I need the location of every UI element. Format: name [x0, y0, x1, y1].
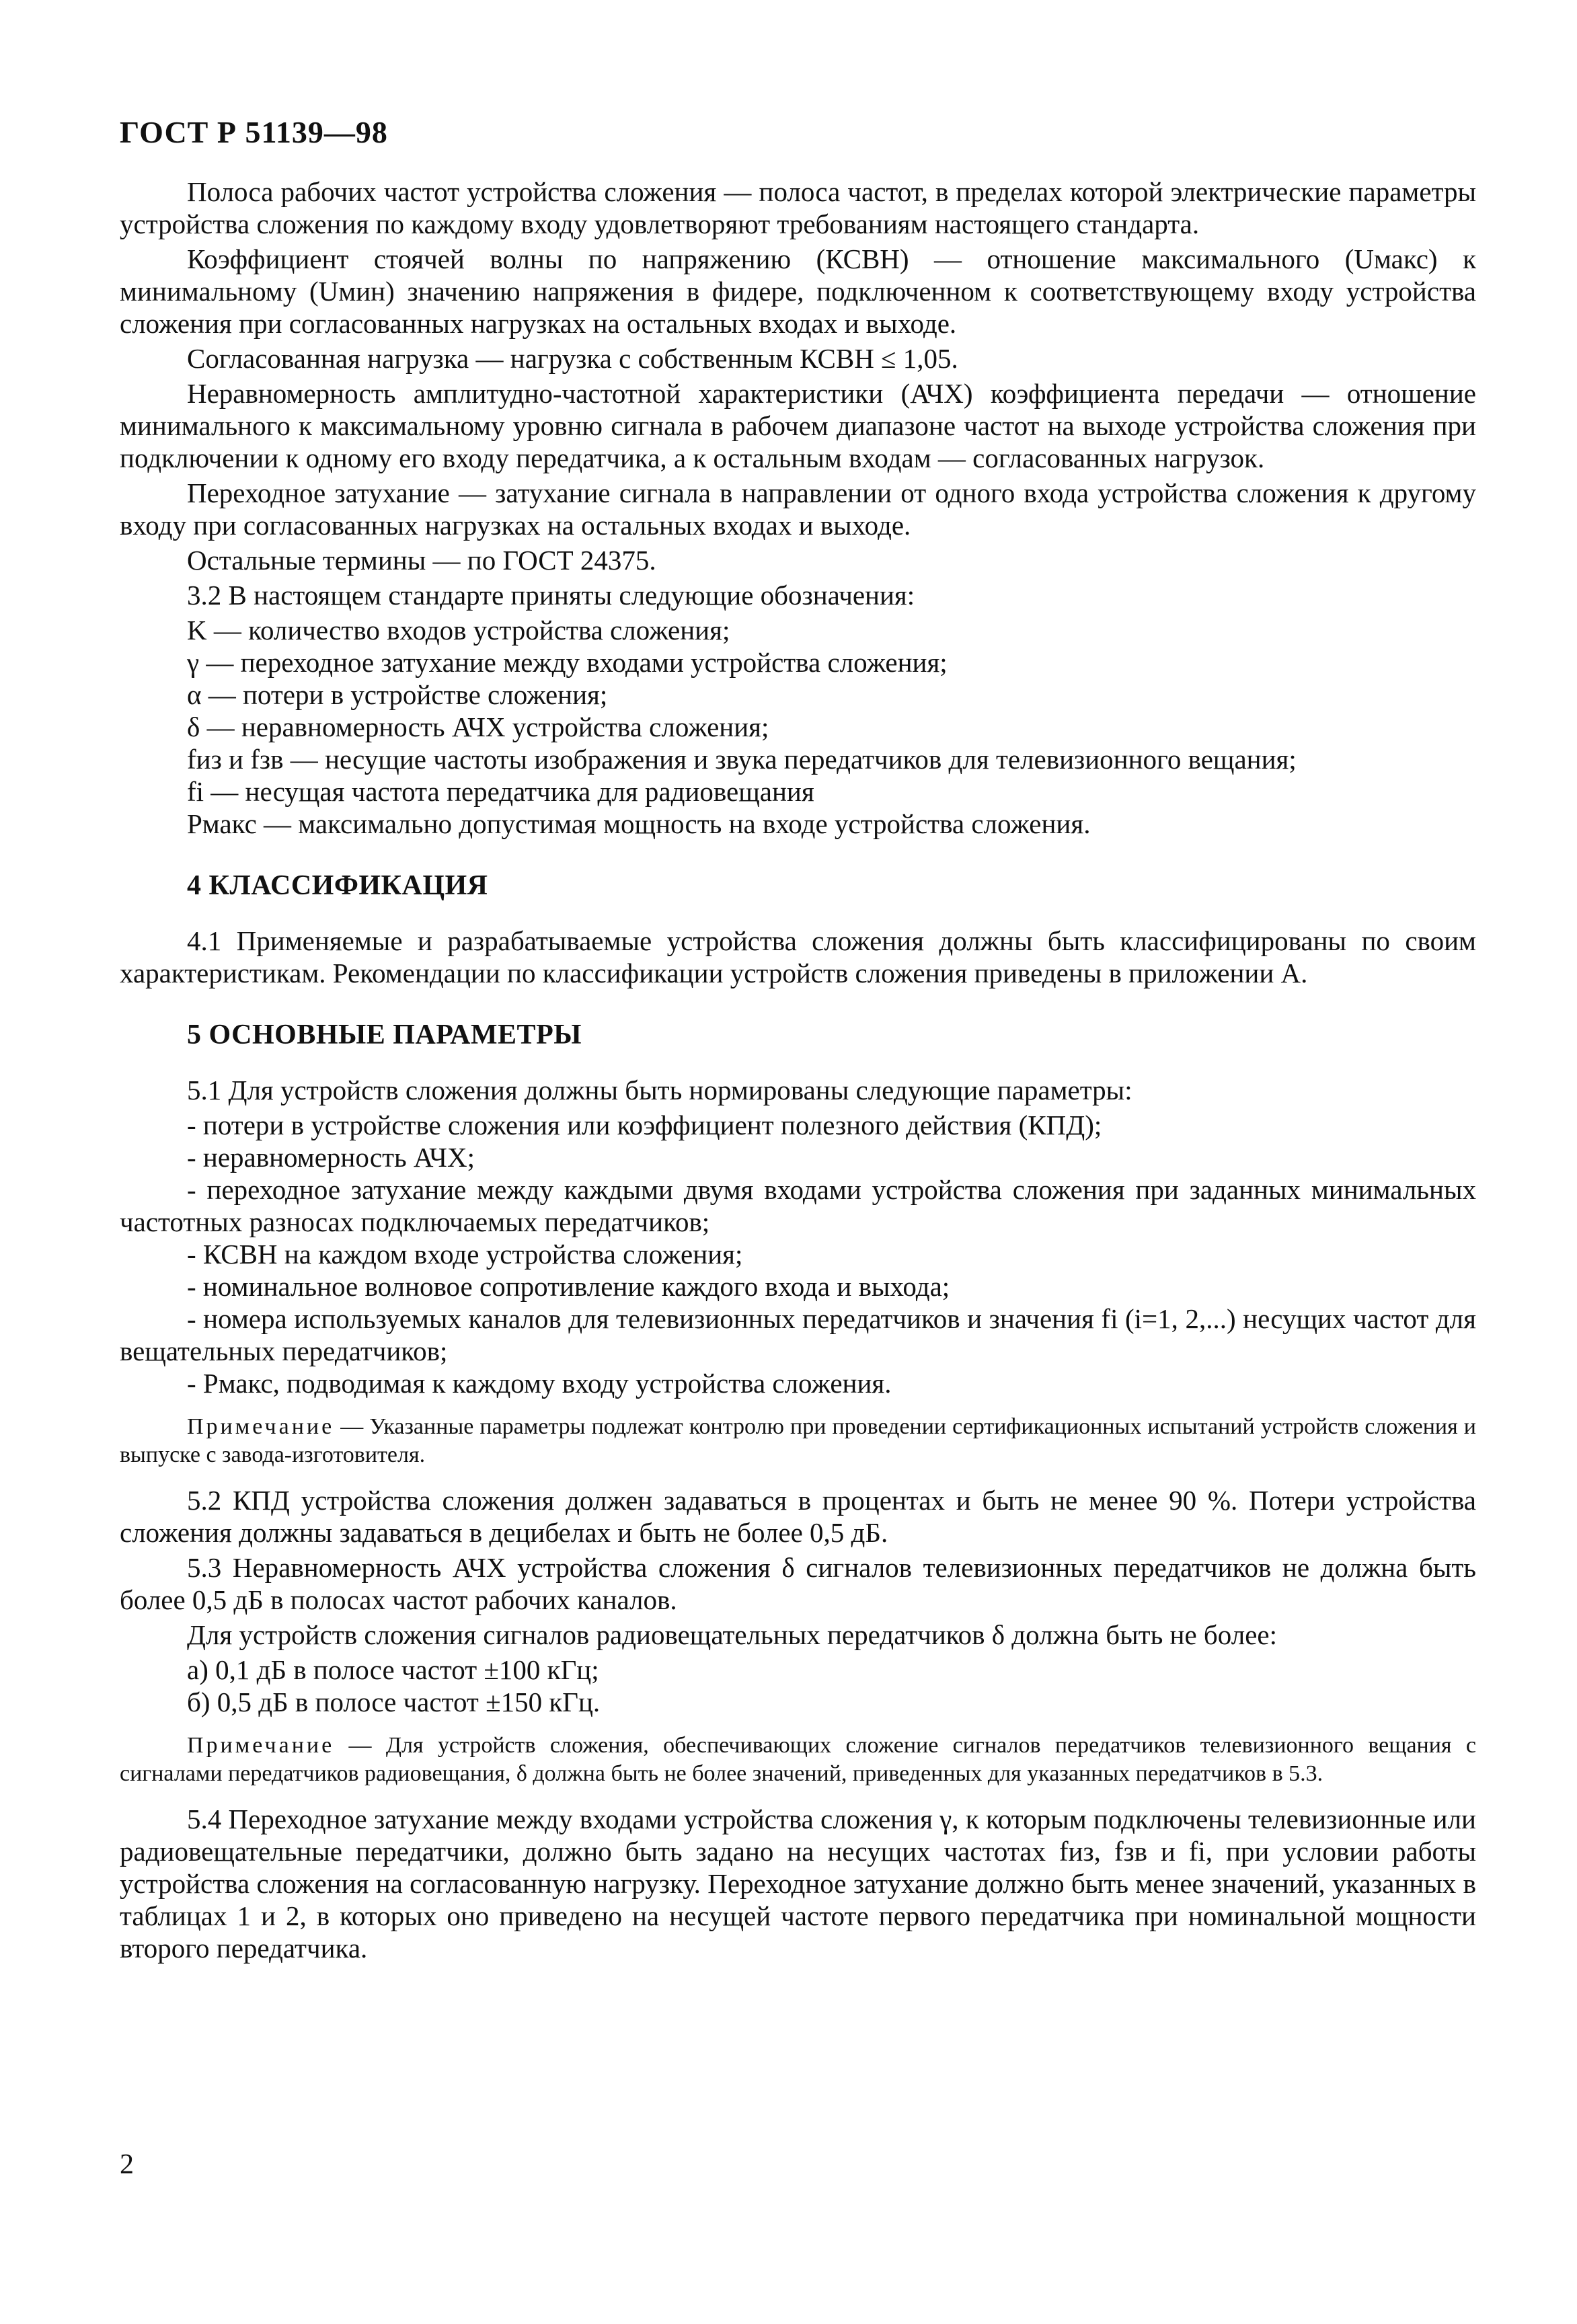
note-label: Примечание [187, 1733, 335, 1758]
parameters-list [120, 1109, 1476, 1399]
paragraph-5-4: 5.4 Переходное затухание между входами устройства сложения γ, к которым подключены телевизионные или радиовещательные передатчики, должно быть задано на несущих частотах fиз, fзв и fi, при условии работы устройства сложения на согласованную нагрузку. Переходное затухание должно быть менее значений, указанных в таблицах 1 и 2, в которых оно приведено на несущей частоте первого передатчика при номинальной мощности второго передатчика. [120, 1804, 1476, 1964]
paragraph-frequency-response: Неравномерность амплитудно-частотной характеристики (АЧХ) коэффициента передачи — отношение минимального к максимальному уровню сигнала в рабочем диапазоне частот на выходе устройства сложения при подключении к одному его входу передатчика, а к остальным входам — согласованных нагрузок. [120, 378, 1476, 473]
paragraph-other-terms: Остальные термины — по ГОСТ 24375. [187, 545, 656, 576]
section-4-heading: 4 КЛАССИФИКАЦИЯ [187, 870, 488, 901]
parameter-item: - КСВН на каждом входе устройства сложения; [187, 1239, 743, 1270]
paragraph-4-1: 4.1 Применяемые и разрабатываемые устройства сложения должны быть классифицированы по своим характеристикам. Рекомендации по классификации устройств сложения приведены в приложении А. [120, 925, 1476, 989]
page-number: 2 [120, 2149, 134, 2180]
note-5-3 [120, 1732, 1476, 1788]
symbol-item: α — потери в устройстве сложения; [187, 679, 608, 710]
document-header: ГОСТ Р 51139—98 [120, 115, 388, 149]
parameter-item: - Pмакс, подводимая к каждому входу устройства сложения. [187, 1368, 892, 1399]
parameter-item: - переходное затухание между каждыми двумя входами устройства сложения при заданных минимальных частотных разносах подключаемых передатчиков; [120, 1174, 1476, 1237]
symbol-item: K — количество входов устройства сложения; [187, 615, 730, 646]
paragraph-3-2: 3.2 В настоящем стандарте приняты следующие обозначения: [187, 580, 915, 611]
parameter-item: - неравномерность АЧХ; [187, 1142, 475, 1173]
paragraph-vswr: Коэффициент стоячей волны по напряжению (КСВН) — отношение максимального (Uмакс) к минимальному (Uмин) значению напряжения в фидере, подключенном к соответствующему входу устройства сложения при согласованных нагрузках на остальных входах и выходе. [120, 243, 1476, 339]
paragraph-operating-band: Полоса рабочих частот устройства сложения — полоса частот, в пределах которой электрические параметры устройства сложения по каждому входу удовлетворяют требованиям настоящего стандарта. [120, 176, 1476, 239]
symbol-item: fиз и fзв — несущие частоты изображения и звука передатчиков для телевизионного вещания; [187, 744, 1297, 775]
parameter-item: - номера используемых каналов для телевизионных передатчиков и значения fi (i=1, 2,...) несущих частот для вещательных передатчиков; [120, 1303, 1476, 1366]
paragraph-5-3: 5.3 Неравномерность АЧХ устройства сложения δ сигналов телевизионных передатчиков не должна быть более 0,5 дБ в полосах частот рабочих каналов. [120, 1552, 1476, 1615]
tolerance-item: а) 0,1 дБ в полосе частот ±100 кГц; [187, 1654, 599, 1685]
paragraph-5-3-radio: Для устройств сложения сигналов радиовещательных передатчиков δ должна быть не более: [187, 1619, 1278, 1650]
note-5-1 [120, 1413, 1476, 1469]
note-text: — Указанные параметры подлежат контролю при проведении сертификационных испытаний устройств сложения и выпуске с завода-изготовителя. [120, 1414, 1476, 1467]
symbol-item: δ — неравномерность АЧХ устройства сложения; [187, 711, 769, 742]
paragraph-matched-load: Согласованная нагрузка — нагрузка с собственным КСВН ≤ 1,05. [187, 343, 958, 374]
note-text: — Для устройств сложения, обеспечивающих сложение сигналов передатчиков телевизионного вещания с сигналами передатчиков радиовещания, δ должна быть не более значений, приведенных для указанных передатчиков в 5.3. [120, 1733, 1476, 1786]
symbol-item: Pмакс — максимально допустимая мощность на входе устройства сложения. [187, 808, 1091, 839]
paragraph-crosstalk: Переходное затухание — затухание сигнала в направлении от одного входа устройства сложения к другому входу при согласованных нагрузках на остальных входах и выходе. [120, 477, 1476, 541]
parameter-item: - номинальное волновое сопротивление каждого входа и выхода; [187, 1271, 950, 1302]
tolerance-list [120, 1654, 1476, 1718]
symbol-item: fi — несущая частота передатчика для радиовещания [187, 776, 814, 807]
note-label: Примечание [187, 1414, 335, 1439]
symbols-list [120, 614, 1476, 840]
paragraph-5-2: 5.2 КПД устройства сложения должен задаваться в процентах и быть не менее 90 %. Потери устройства сложения должны задаваться в децибелах и быть не более 0,5 дБ. [120, 1485, 1476, 1548]
tolerance-item: б) 0,5 дБ в полосе частот ±150 кГц. [187, 1687, 601, 1717]
parameter-item: - потери в устройстве сложения или коэффициент полезного действия (КПД); [187, 1110, 1102, 1140]
symbol-item: γ — переходное затухание между входами устройства сложения; [187, 647, 948, 678]
section-5-heading: 5 ОСНОВНЫЕ ПАРАМЕТРЫ [187, 1019, 582, 1050]
paragraph-5-1: 5.1 Для устройств сложения должны быть нормированы следующие параметры: [187, 1075, 1132, 1106]
